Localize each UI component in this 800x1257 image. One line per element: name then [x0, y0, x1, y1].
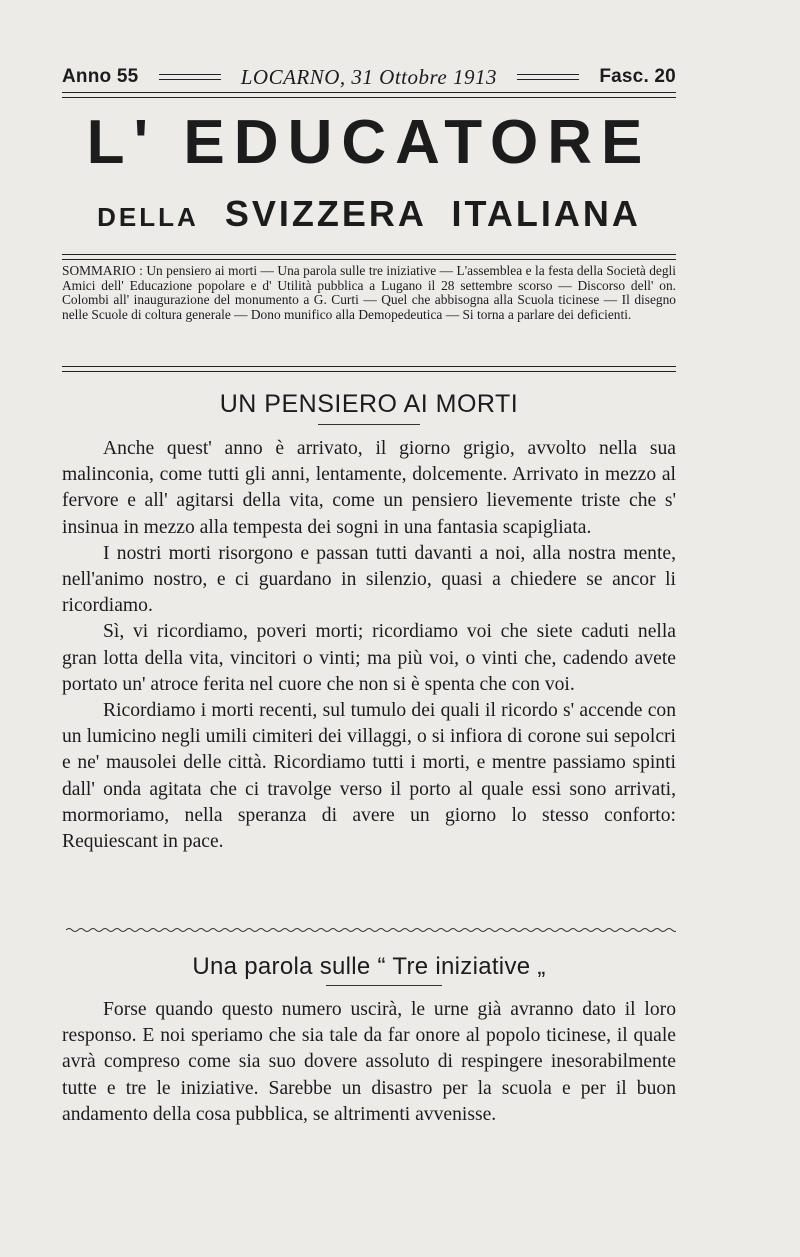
article1-heading-underline: [318, 424, 420, 425]
article1-paragraph-3: Sì, vi ricordiamo, poveri morti; ricordiamo voi che siete caduti nella gran lotta della vita, vincitori o vinti; ma più voi, o vinti che, cadendo avete portato un' atroce ferita nel cuore che non si è spenta che con voi.: [62, 621, 676, 695]
article2-heading: Una parola sulle “ Tre iniziative „: [192, 953, 546, 980]
masthead-rule-bottom: [62, 254, 676, 260]
journal-subtitle: [62, 192, 676, 239]
header-divider-right: [517, 74, 579, 80]
toc-text: Un pensiero ai morti — Una parola sulle tre iniziative — L'assemblea e la festa della Società degli Amici dell' Educazione popolare e d' Utilità pubblica a Lugano il 28 settembre scorso — Discorso dell' on. Colombi all' inaugurazione del monumento a G. Curti — Quel che abbisogna alla Scuola ticinese — Il disegno nelle Scuole di coltura generale — Dono munifico alla Demopedeutica — Si torna a parlare dei deficienti.: [62, 263, 676, 322]
article1-body: [62, 436, 676, 855]
issue-header: [62, 64, 676, 90]
section-divider-wavy: [66, 926, 676, 934]
article1-paragraph-2: I nostri morti risorgono e passan tutti davanti a noi, alla nostra mente, nell'animo nostro, e ci guardano in silenzio, quasi a chiedere se ancor li ricordiamo.: [62, 542, 676, 617]
table-of-contents: [62, 264, 676, 322]
journal-title: L' EDUCATORE: [86, 108, 652, 177]
toc-rule: [62, 366, 676, 372]
issue-place-date: LOCARNO, 31 Ottobre 1913: [240, 64, 497, 89]
header-divider-left: [159, 74, 221, 80]
issue-number: Fasc. 20: [599, 66, 676, 87]
article1-heading: UN PENSIERO AI MORTI: [219, 390, 519, 418]
masthead-rule-top: [62, 92, 676, 98]
article1-paragraph-1: Anche quest' anno è arrivato, il giorno grigio, avvolto nella sua malinconia, come tutti gli anni, lentamente, dolcemente. Arrivato in mezzo al fervore e all' agitarsi della vita, come un pensiero lievemente triste che s' insinua in mezzo alla tempesta dei sogni in una fantasia scapigliata.: [62, 438, 676, 538]
issue-year: Anno 55: [62, 66, 139, 87]
subtitle-svizzera: SVIZZERA: [224, 193, 426, 234]
toc-label: SOMMARIO :: [62, 263, 143, 278]
article1-paragraph-4: Ricordiamo i morti recenti, sul tumulo dei quali il ricordo s' accende con un lumicino negli umili cimiteri dei villaggi, o si infiora di corone sui sepolcri e ne' mausolei delle città. Ricordiamo tutti i morti, e mentre passiamo spinti dall' onda agitata che ci travolge verso il porto al quale essi sono arrivati, mormoriamo, nella speranza di avere un giorno lo stesso conforto: Requiescant in pace.: [62, 700, 676, 853]
article2-body: [62, 997, 676, 1128]
subtitle-della: DELLA: [97, 202, 199, 232]
article2-heading-underline: [326, 985, 442, 986]
article2-paragraph-1: Forse quando questo numero uscirà, le urne già avranno dato il loro responso. E noi speriamo che sia tale da far onore al popolo ticinese, il quale avrà compreso come sia suo dovere assoluto di respingere inesorabilmente tutte e tre le iniziative. Sarebbe un disastro per la scuola e per il buon andamento della cosa pubblica, se altrimenti avvenisse.: [62, 999, 676, 1125]
subtitle-italiana: ITALIANA: [451, 193, 641, 234]
